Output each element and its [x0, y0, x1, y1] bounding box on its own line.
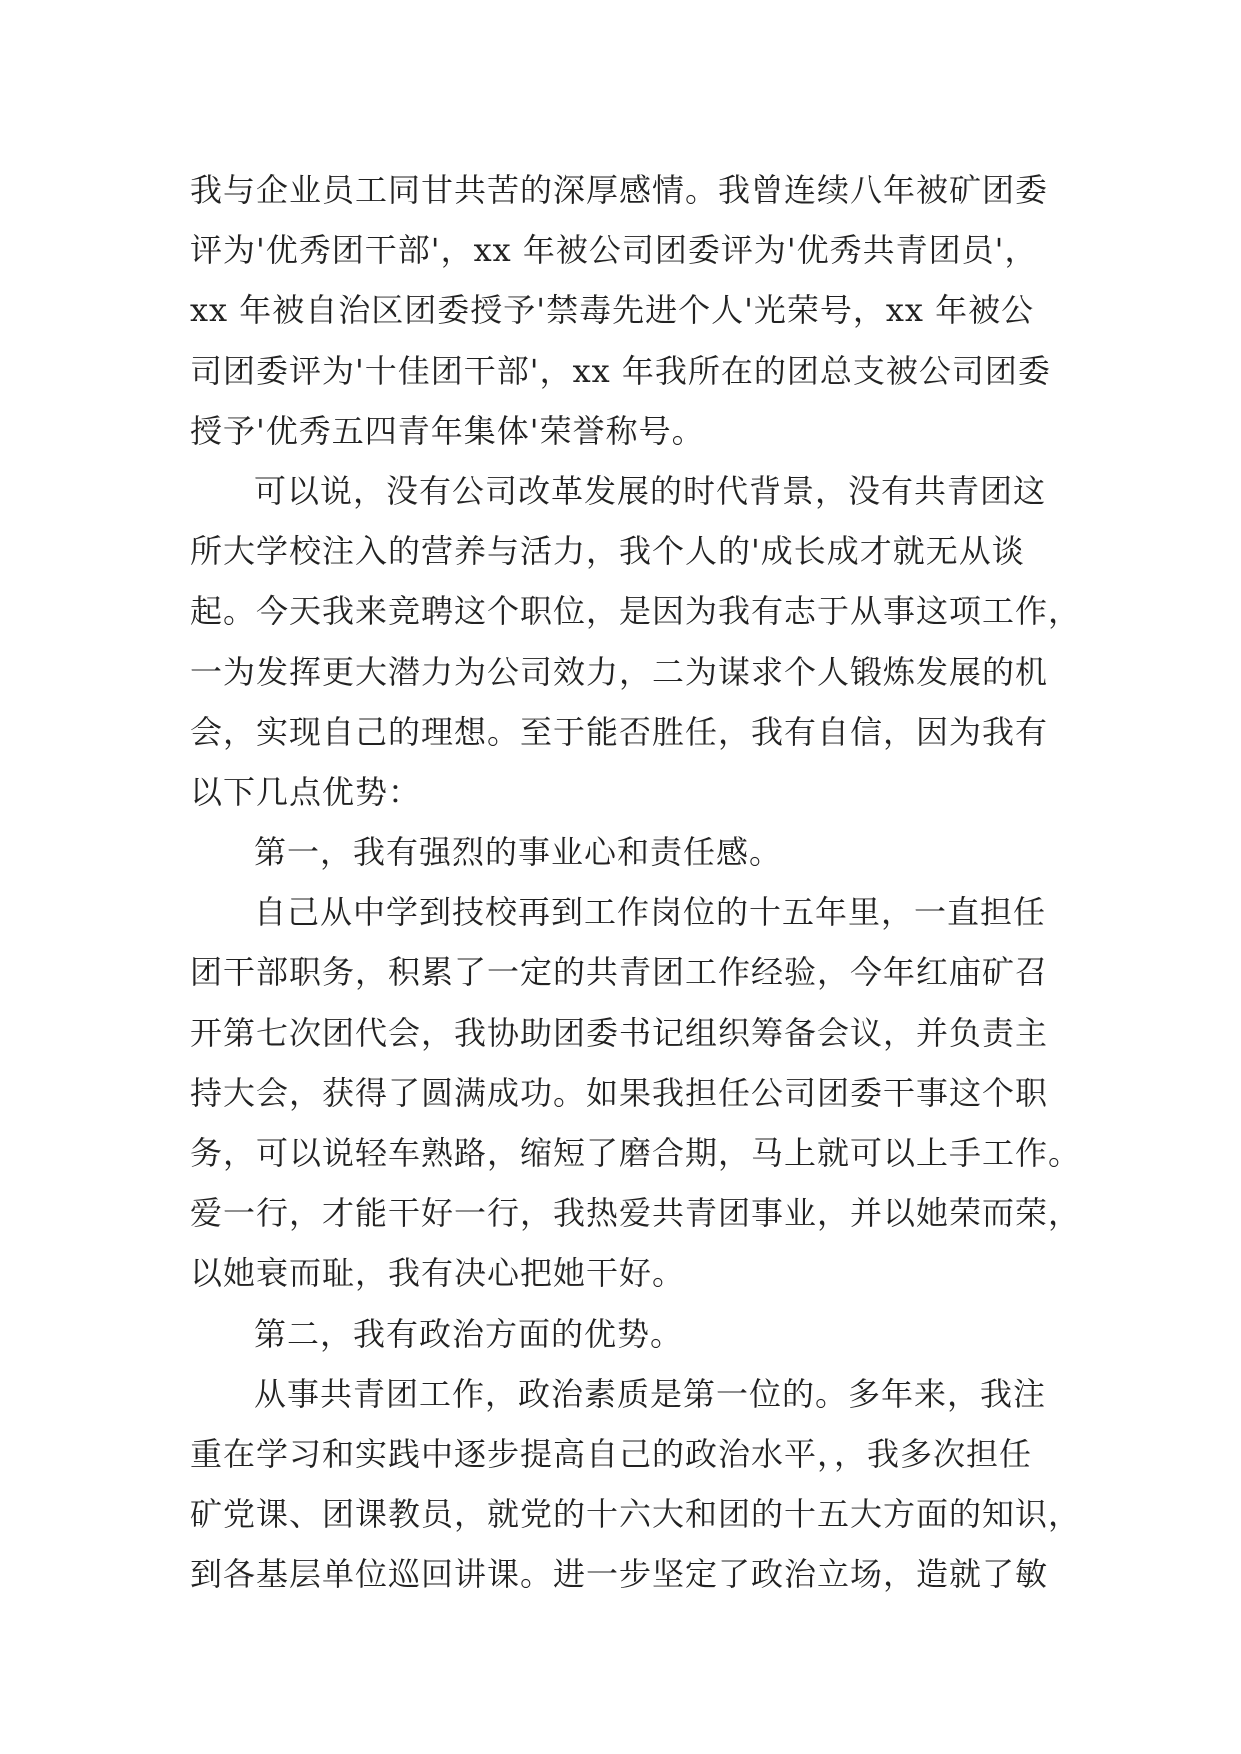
text-line: 团干部职务，积累了一定的共青团工作经验，今年红庙矿召: [190, 953, 1049, 992]
document-body: [190, 160, 1082, 1605]
text-line: 自己从中学到技校再到工作岗位的十五年里，一直担任: [254, 893, 1047, 932]
text-line: 重在学习和实践中逐步提高自己的政治水平，，我多次担任: [190, 1434, 1033, 1473]
text-line: 爱一行，才能干好一行，我热爱共青团事业，并以她荣而荣，: [190, 1194, 1082, 1233]
text-line: 第二，我有政治方面的优势。: [254, 1314, 684, 1353]
text-line: 授予'优秀五四青年集体'荣誉称号。: [190, 411, 705, 450]
text-line: 会，实现自己的理想。至于能否胜任，我有自信，因为我有: [190, 712, 1049, 751]
paragraph-motivation: [190, 461, 1082, 822]
text-line: 务，可以说轻车熟路，缩短了磨合期，马上就可以上手工作。: [190, 1134, 1082, 1172]
text-line: 我与企业员工同甘共苦的深厚感情。我曾连续八年被矿团委: [190, 171, 1049, 209]
heading-advantage-one: [190, 822, 1070, 882]
text-line: 一为发挥更大潜力为公司效力，二为谋求个人锻炼发展的机: [190, 652, 1049, 691]
text-line: 所大学校注入的营养与活力，我个人的'成长成才就无从谈: [190, 532, 1025, 571]
text-line: 开第七次团代会，我协助团委书记组织筹备会议，并负责主: [190, 1013, 1049, 1052]
text-line: 以她衰而耻，我有决心把她干好。: [190, 1254, 686, 1293]
text-line: 起。今天我来竞聘这个职位，是因为我有志于从事这项工作，: [190, 592, 1082, 631]
text-line: 矿党课、团课教员，就党的十六大和团的十五大方面的知识，: [190, 1495, 1082, 1534]
paragraph-political: [190, 1364, 1082, 1605]
text-line: 从事共青团工作，政治素质是第一位的。多年来，我注: [254, 1374, 1047, 1413]
text-line: xx 年被自治区团委授予'禁毒先进个人'光荣号，xx 年被公: [190, 291, 1035, 330]
text-line: 评为'优秀团干部'，xx 年被公司团委评为'优秀共青团员'，: [190, 231, 1038, 270]
text-line: 持大会，获得了圆满成功。如果我担任公司团委干事这个职: [190, 1073, 1049, 1112]
text-line: 第一，我有强烈的事业心和责任感。: [254, 833, 783, 872]
paragraph-experience: [190, 882, 1082, 1303]
paragraph-honors: [190, 160, 1070, 461]
text-line: 以下几点优势：: [190, 772, 422, 811]
text-line: 司团委评为'十佳团干部'，xx 年我所在的团总支被公司团委: [190, 351, 1051, 390]
text-line: 可以说，没有公司改革发展的时代背景，没有共青团这: [254, 471, 1047, 510]
heading-advantage-two: [190, 1304, 1070, 1364]
text-line: 到各基层单位巡回讲课。进一步坚定了政治立场，造就了敏: [190, 1555, 1049, 1594]
